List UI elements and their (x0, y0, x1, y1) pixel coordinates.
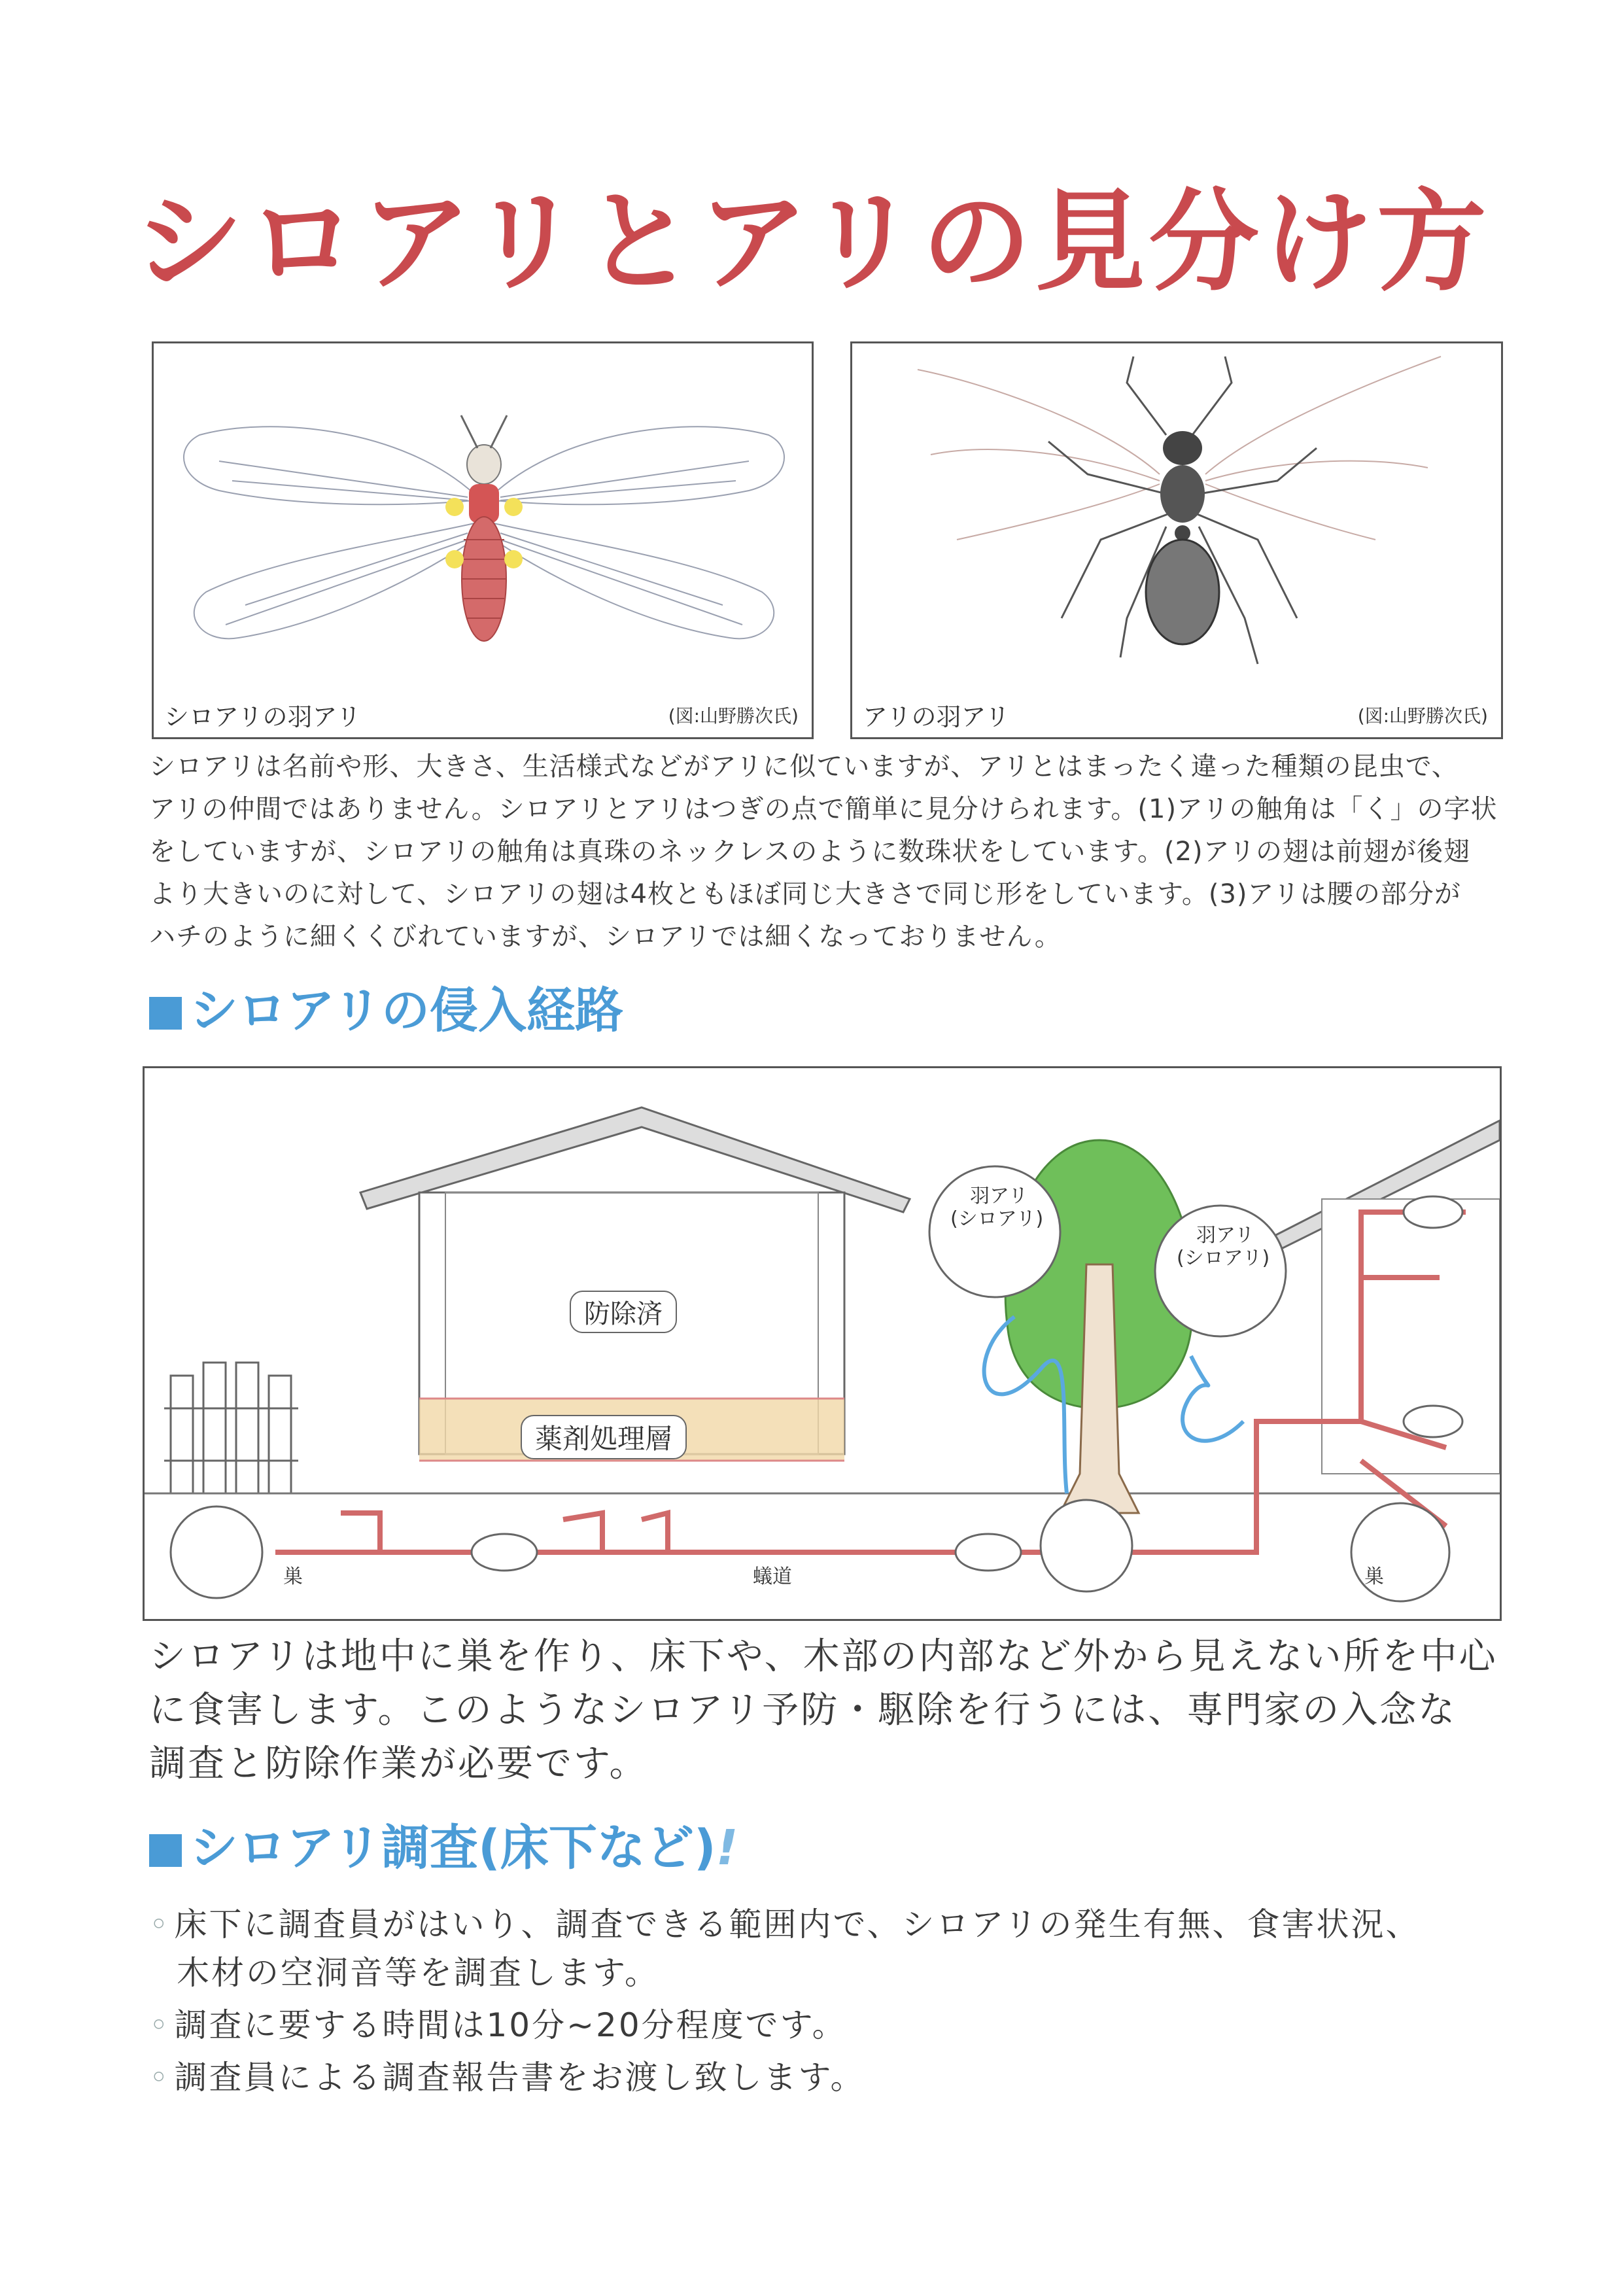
ant-figure (850, 341, 1503, 739)
route-diagram (143, 1066, 1502, 1621)
survey-bullet (149, 2053, 1510, 2102)
intro-line: ハチのように細くくびれていますが、シロアリでは細くなっておりません。 (149, 922, 1062, 952)
winged-termite-illustration (154, 343, 812, 684)
route-line: シロアリは地中に巣を作り、床下や、木部の内部など外から見えない所を中心 (149, 1635, 1498, 1678)
survey-bullet (149, 1900, 1510, 1949)
termite-caption: シロアリの羽アリ (164, 703, 361, 731)
survey-bullet-continuation: 木材の空洞音等を調査します。 (177, 1954, 659, 1992)
survey-bullet (149, 2001, 1510, 2049)
survey-list (149, 1900, 1510, 2102)
treated-layer-label: 薬剤処理層 (521, 1415, 687, 1459)
intro-line: をしていますが、シロアリの触角は真珠のネックレスのように数珠状をしています。(2)アリの翅は前翅が後翅 (149, 837, 1471, 867)
alate-sublabel-left: (シロアリ) (950, 1208, 1044, 1230)
survey-bullet-text: 調査に要する時間は10分~20分程度です。 (174, 2006, 847, 2044)
nest-label-right: 巣 (1364, 1565, 1384, 1588)
survey-bullet-text: 調査員による調査報告書をお渡し致します。 (174, 2059, 865, 2096)
nest-label-left: 巣 (283, 1565, 303, 1588)
bullet-dot-icon: ◦ (149, 2006, 171, 2044)
intrusion-route-illustration (145, 1068, 1500, 1619)
intro-line: アリの仲間ではありません。シロアリとアリはつぎの点で簡単に見分けられます。(1)アリの触角は「く」の字状 (149, 794, 1498, 824)
alate-sublabel-right: (シロアリ) (1177, 1247, 1270, 1270)
exclamation-mark-icon: ! (716, 1820, 738, 1876)
survey-heading-text: シロアリ調査(床下など) (190, 1820, 716, 1876)
route-heading (149, 981, 623, 1040)
bullet-dot-icon: ◦ (149, 1905, 171, 1943)
termite-figure (152, 341, 814, 739)
route-heading-text: シロアリの侵入経路 (190, 983, 624, 1039)
termite-credit: (図:山野勝次氏) (668, 705, 799, 727)
route-line: に食害します。このようなシロアリ予防・駆除を行うには、専門家の入念な (149, 1689, 1457, 1731)
heading-square-icon (149, 997, 182, 1030)
heading-square-icon (149, 1834, 182, 1867)
route-paragraph (149, 1630, 1510, 1791)
winged-ant-illustration (852, 343, 1501, 684)
tunnel-label: 蟻道 (753, 1565, 792, 1588)
intro-line: シロアリは名前や形、大きさ、生活様式などがアリに似ていますが、アリとはまったく違った種類の昆虫で、 (149, 752, 1459, 782)
page-title: シロアリとアリの見分け方 (133, 178, 1491, 306)
alate-label-left: 羽アリ (970, 1185, 1028, 1208)
protected-label: 防除済 (570, 1291, 677, 1333)
survey-heading (149, 1818, 738, 1877)
intro-line: より大きいのに対して、シロアリの翅は4枚ともほぼ同じ大きさで同じ形をしています。(3)アリは腰の部分が (149, 879, 1461, 909)
route-line: 調査と防除作業が必要です。 (149, 1743, 648, 1785)
alate-label-right: 羽アリ (1196, 1224, 1254, 1247)
ant-credit: (図:山野勝次氏) (1357, 705, 1488, 727)
survey-bullet-text: 床下に調査員がはいり、調査できる範囲内で、シロアリの発生有無、食害状況、 (174, 1905, 1421, 1943)
intro-paragraph (149, 746, 1510, 958)
bullet-dot-icon: ◦ (149, 2059, 171, 2096)
ant-caption: アリの羽アリ (863, 703, 1010, 731)
